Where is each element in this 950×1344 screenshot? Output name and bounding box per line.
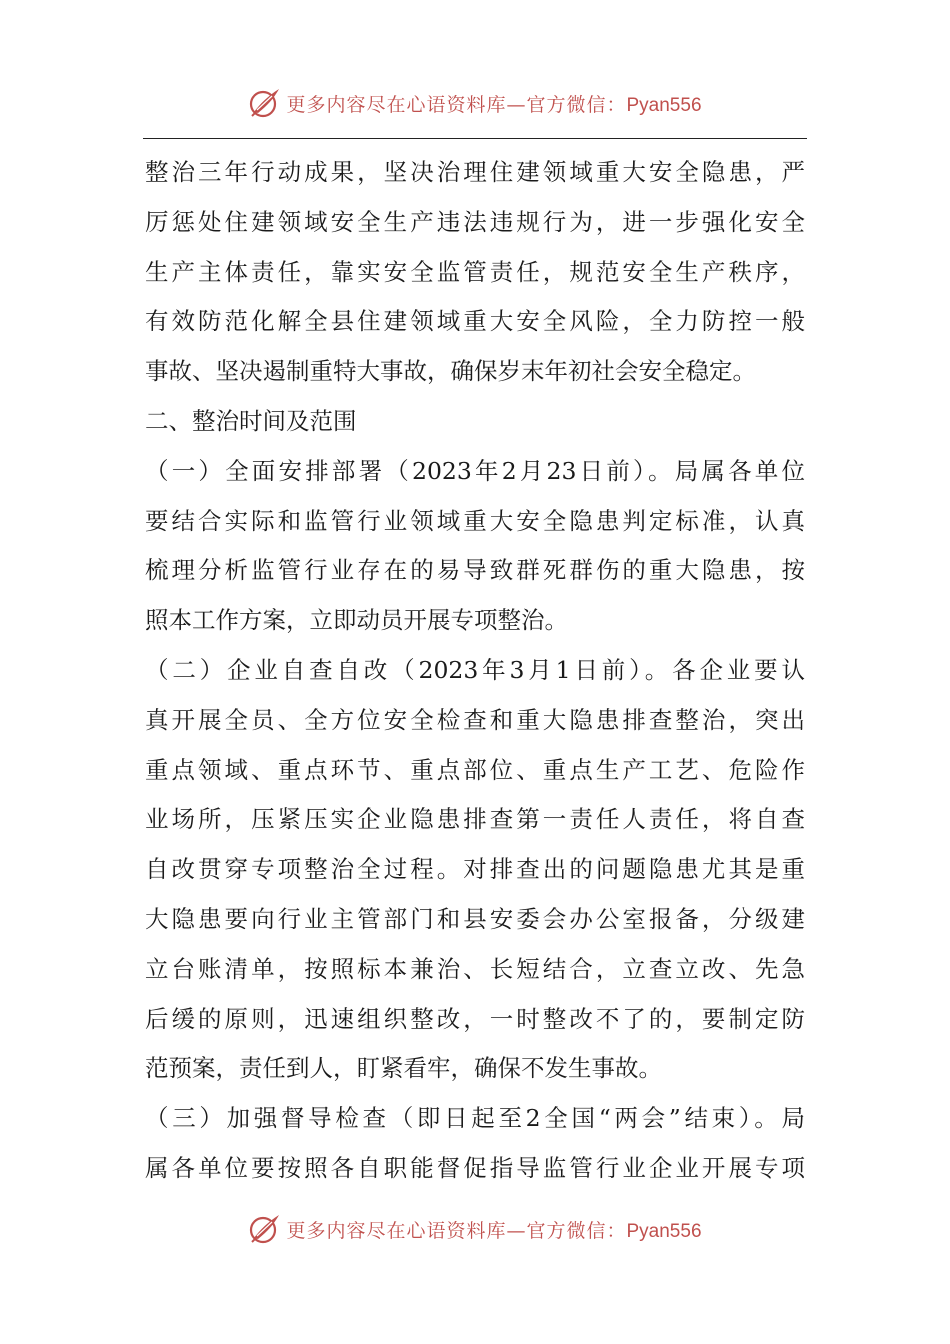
text-line: 大隐患要向行业主管部门和县安委会办公室报备，分级建: [145, 904, 805, 933]
header-watermark-id: Pyan556: [626, 94, 702, 116]
quill-logo-icon: [248, 1212, 282, 1246]
document-body: [145, 148, 805, 1194]
text-line: （三）加强督导检查（即日起至2全国“两会”结束）。局: [145, 1104, 805, 1133]
header-watermark: [0, 83, 950, 123]
header-divider: [143, 138, 807, 139]
footer-watermark-id: Pyan556: [626, 1220, 702, 1242]
text-line: 立台账清单，按照标本兼治、长短结合，立查立改、先急: [145, 954, 805, 983]
header-watermark-text: 更多内容尽在心语资料库—官方微信：: [286, 93, 627, 116]
text-line: 整治三年行动成果，坚决治理住建领域重大安全隐患，严: [145, 158, 805, 186]
text-line: 自改贯穿专项整治全过程。对排查出的问题隐患尤其是重: [145, 855, 805, 884]
text-line: （二）企业自查自改（2023年3月1日前）。各企业要认: [145, 655, 805, 684]
text-line: 厉惩处住建领域安全生产违法违规行为，进一步强化安全: [145, 207, 805, 236]
text-line: （一）全面安排部署（2023年2月23日前）。局属各单位: [145, 456, 805, 485]
text-line: 真开展全员、全方位安全检查和重大隐患排查整治，突出: [145, 705, 805, 734]
text-line: 重点领域、重点环节、重点部位、重点生产工艺、危险作: [145, 755, 805, 784]
text-line: 照本工作方案，立即动员开展专项整治。: [145, 606, 568, 635]
text-line: 生产主体责任，靠实安全监管责任，规范安全生产秩序，: [145, 257, 805, 286]
text-line: 有效防范化解全县住建领域重大安全风险，全力防控一般: [145, 307, 805, 336]
footer-watermark: [0, 1209, 950, 1249]
text-line: 业场所，压紧压实企业隐患排查第一责任人责任，将自查: [145, 805, 805, 834]
text-line: 要结合实际和监管行业领域重大安全隐患判定标准，认真: [145, 506, 805, 535]
text-line: 梳理分析监管行业存在的易导致群死群伤的重大隐患，按: [145, 556, 805, 585]
text-line: 事故、坚决遏制重特大事故，确保岁末年初社会安全稳定。: [145, 357, 756, 386]
text-line: 范预案，责任到人，盯紧看牢，确保不发生事故。: [145, 1054, 662, 1083]
text-line: 属各单位要按照各自职能督促指导监管行业企业开展专项: [145, 1153, 805, 1182]
footer-watermark-text: 更多内容尽在心语资料库—官方微信：: [286, 1219, 627, 1242]
text-line: 后缓的原则，迅速组织整改，一时整改不了的，要制定防: [145, 1004, 805, 1033]
quill-logo-icon: [248, 86, 282, 120]
section-heading: 二、整治时间及范围: [145, 406, 357, 435]
